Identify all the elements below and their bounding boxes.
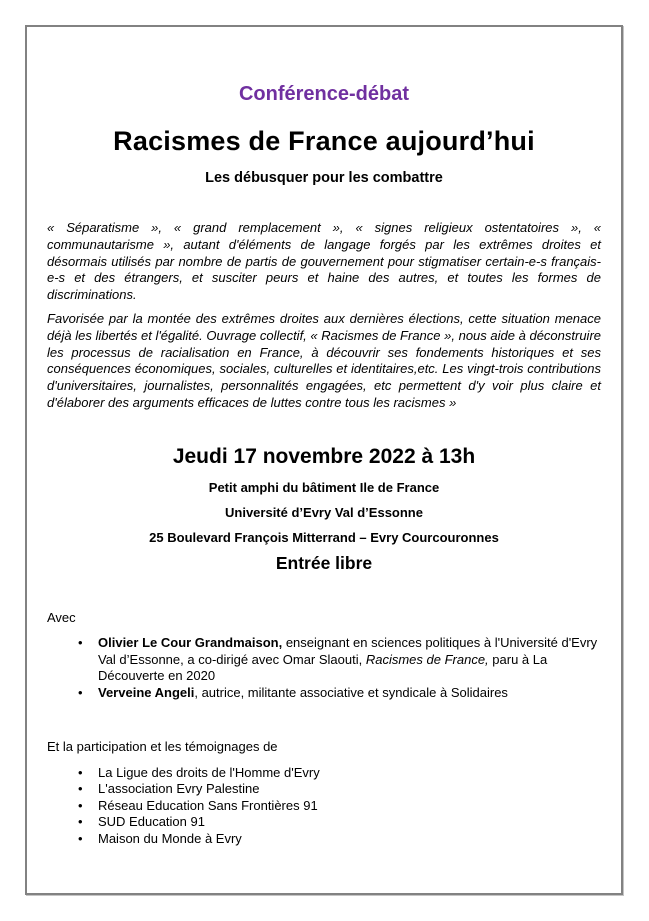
speakers-heading: Avec [47, 609, 76, 625]
book-title: Racismes de France, [365, 651, 489, 667]
event-datetime: Jeudi 17 novembre 2022 à 13h [172, 444, 476, 468]
speaker-item [47, 635, 601, 685]
org-item: • Maison du Monde à Evry [47, 831, 601, 848]
speaker-description-tail: paru à La Découverte en 2020 [98, 651, 548, 684]
page-subtitle: Les débusquer pour les combattre [205, 170, 443, 186]
venue-line-3: 25 Boulevard François Mitterrand – Evry Courcouronnes [149, 529, 499, 545]
venue-line-1: Petit amphi du bâtiment Ile de France [208, 479, 440, 495]
participation-heading: Et la participation et les témoignages de [47, 738, 278, 754]
speaker-name: Verveine Angeli [98, 685, 195, 701]
venue-line-2: Université d’Evry Val d’Essonne [225, 504, 423, 520]
org-item: • L'association Evry Palestine [47, 781, 601, 798]
speaker-name: Olivier Le Cour Grandmaison, [98, 634, 283, 650]
org-item: • SUD Education 91 [47, 814, 601, 831]
admission-label: Entrée libre [275, 552, 373, 573]
kicker: Conférence-débat [238, 83, 410, 105]
speakers-list [47, 635, 601, 702]
speaker-description: , autrice, militante associative et syndicale à Solidaires [194, 685, 508, 701]
speaker-description: enseignant en sciences politiques à l'Université d'Evry Val d’Essonne, a co-dirigé avec Omar Slaouti, [98, 634, 598, 667]
flyer-content [47, 25, 601, 847]
speaker-item [47, 685, 601, 702]
org-item: • La Ligue des droits de l'Homme d'Evry [47, 765, 601, 782]
page-title: Racismes de France aujourd’hui [113, 126, 535, 156]
intro-paragraph-2: Favorisée par la montée des extrêmes droites aux dernières élections, cette situation menace déjà les libertés et l'égalité. Ouvrage collectif, « Racismes de France », nous aide à déconstruire les processus de racialisation en France, à découvrir ses fondements historiques et ses conséquences économiques, sociales, culturelles et identitaires,etc. Les vingt-trois contributions d'universitaires, journalistes, personnalités engagées, etc permettent d'y voir plus claire et d'élaborer des arguments efficaces de luttes contre tous les racismes » [47, 310, 601, 410]
intro-paragraph-1: « Séparatisme », « grand remplacement », « signes religieux ostentatoires », « communautarisme », autant d'éléments de langage forgés par les extrêmes droites et désormais utilisés par nombre de partis de gouvernement pour stigmatiser certain-e-s français-e-s et des étrangers, et susciter peurs et haine des autres, et toutes les formes de discriminations. [47, 220, 601, 303]
participation-list [47, 765, 601, 848]
org-item: • Réseau Education Sans Frontières 91 [47, 798, 601, 815]
